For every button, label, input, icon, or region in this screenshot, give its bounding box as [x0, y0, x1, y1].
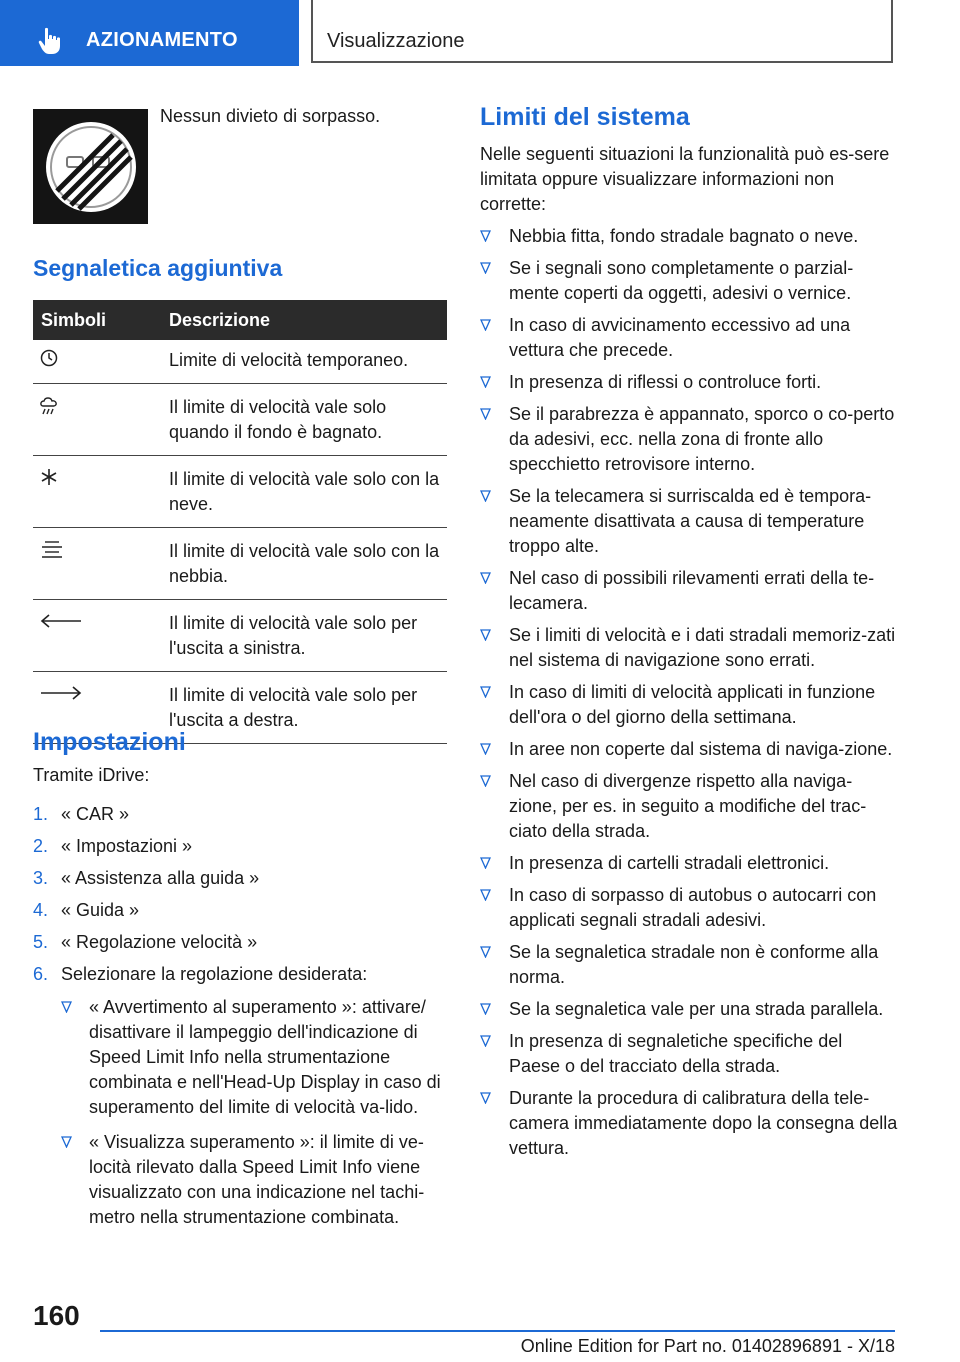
bullet-triangle-icon	[480, 319, 491, 331]
edition-footer: Online Edition for Part no. 01402896891 - X/18	[520, 1336, 895, 1356]
limit-text: In caso di sorpasso di autobus o autocarri con applicati segnali stradali adesivi.	[509, 885, 877, 930]
bullet-triangle-icon	[61, 1001, 72, 1013]
snowflake-icon	[39, 467, 59, 487]
limit-text: In presenza di cartelli stradali elettronici.	[509, 853, 830, 873]
bullet-triangle-icon	[480, 490, 491, 502]
limits-intro: Nelle seguenti situazioni la funzionalità può es-sere limitata oppure visualizzare informazioni non corrette:	[480, 144, 890, 214]
step-number: 5.	[33, 932, 49, 952]
bullet-triangle-icon	[480, 946, 491, 958]
limit-text: In aree non coperte dal sistema di naviga-zione.	[509, 739, 893, 759]
rain-icon	[39, 395, 61, 417]
sign-caption: Nessun divieto di sorpasso.	[160, 106, 381, 126]
no-overtaking-end-icon	[33, 109, 148, 224]
step-text: « CAR »	[61, 804, 130, 824]
fog-icon	[39, 539, 65, 559]
bullet-triangle-icon	[61, 1136, 72, 1148]
column-header-description: Descrizione	[157, 300, 447, 340]
substep-text: « Visualizza superamento »: il limite di ve-locità rilevato dalla Speed Limit Info viene visualizzato con una indicazione nel tachi-metro nella strumentazione combinata.	[89, 1132, 425, 1227]
column-header-symbols: Simboli	[33, 300, 157, 340]
symbols-table	[33, 300, 447, 744]
limit-text: Nel caso di divergenze rispetto alla naviga-zione, per es. in seguito a modifiche del trac-ciato della strada.	[509, 771, 867, 841]
limit-text: Se la segnaletica vale per una strada parallela.	[509, 999, 884, 1019]
arrow-right-icon	[39, 683, 83, 703]
section-title: Visualizzazione	[327, 30, 465, 52]
list-item	[480, 883, 898, 933]
list-item	[480, 313, 898, 363]
heading-limiti: Limiti del sistema	[480, 103, 690, 131]
chapter-tab	[0, 0, 299, 66]
bullet-triangle-icon	[480, 230, 491, 242]
list-item	[480, 1086, 898, 1161]
bullet-triangle-icon	[480, 686, 491, 698]
chapter-label: AZIONAMENTO	[86, 29, 238, 51]
bullet-triangle-icon	[480, 1003, 491, 1015]
limit-text: Se il parabrezza è appannato, sporco o co-perto da adesivi, ecc. nella zona di fronte allo specchietto retrovisore interno.	[509, 404, 895, 474]
list-item	[480, 680, 898, 730]
bullet-triangle-icon	[480, 408, 491, 420]
settings-intro: Tramite iDrive:	[33, 765, 150, 785]
row-description: Il limite di velocità vale solo con la nebbia.	[157, 528, 447, 600]
list-item	[480, 370, 898, 395]
arrow-left-icon	[39, 611, 83, 631]
footer-divider	[100, 1330, 895, 1332]
list-item	[480, 256, 898, 306]
list-item	[480, 224, 898, 249]
settings-steps	[33, 802, 447, 1240]
bullet-triangle-icon	[480, 1092, 491, 1104]
list-item	[480, 623, 898, 673]
row-description: Il limite di velocità vale solo per l'uscita a destra.	[157, 672, 447, 744]
table-header-row	[33, 300, 447, 340]
step-number: 6.	[33, 964, 49, 984]
list-item	[33, 930, 447, 955]
list-item	[480, 1029, 898, 1079]
step-text: « Impostazioni »	[61, 836, 193, 856]
list-item	[61, 1130, 447, 1230]
section-header	[311, 0, 893, 63]
clock-icon	[39, 348, 59, 368]
limits-list	[480, 224, 898, 1168]
list-item	[480, 566, 898, 616]
bullet-triangle-icon	[480, 857, 491, 869]
list-item	[33, 834, 447, 859]
table-row	[33, 528, 447, 600]
bullet-triangle-icon	[480, 262, 491, 274]
bullet-triangle-icon	[480, 376, 491, 388]
page-header	[0, 0, 960, 66]
step-text: « Assistenza alla guida »	[61, 868, 260, 888]
table-row	[33, 600, 447, 672]
step-number: 2.	[33, 836, 49, 856]
limit-text: Durante la procedura di calibratura della tele-camera immediatamente dopo la consegna della vettura.	[509, 1088, 898, 1158]
bullet-triangle-icon	[480, 572, 491, 584]
table-row	[33, 340, 447, 384]
bullet-triangle-icon	[480, 629, 491, 641]
list-item	[33, 898, 447, 923]
list-item	[480, 940, 898, 990]
step-number: 1.	[33, 804, 49, 824]
list-item	[480, 484, 898, 559]
step-text: « Regolazione velocità »	[61, 932, 258, 952]
step-number: 3.	[33, 868, 49, 888]
table-row	[33, 456, 447, 528]
row-description: Limite di velocità temporaneo.	[157, 340, 447, 384]
list-item	[61, 995, 447, 1120]
bullet-triangle-icon	[480, 889, 491, 901]
limit-text: Se i limiti di velocità e i dati stradali memoriz-zati nel sistema di navigazione sono errati.	[509, 625, 896, 670]
limit-text: Se i segnali sono completamente o parzial-mente coperti da oggetti, adesivi o vernice.	[509, 258, 854, 303]
list-item	[480, 769, 898, 844]
list-item	[480, 402, 898, 477]
limit-text: In presenza di segnaletiche specifiche del Paese o del tracciato della strada.	[509, 1031, 843, 1076]
list-item	[33, 802, 447, 827]
hand-pointer-icon	[38, 27, 64, 55]
list-item	[33, 962, 447, 1230]
row-description: Il limite di velocità vale solo per l'uscita a sinistra.	[157, 600, 447, 672]
bullet-triangle-icon	[480, 743, 491, 755]
list-item	[480, 851, 898, 876]
bullet-triangle-icon	[480, 775, 491, 787]
substeps	[61, 995, 447, 1230]
row-description: Il limite di velocità vale solo con la neve.	[157, 456, 447, 528]
limit-text: In caso di avvicinamento eccessivo ad una vettura che precede.	[509, 315, 851, 360]
limit-text: Nebbia fitta, fondo stradale bagnato o neve.	[509, 226, 859, 246]
substep-text: « Avvertimento al superamento »: attivare/ disattivare il lampeggio dell'indicazione di Speed Limit Info nella strumentazione combinata e nell'Head-Up Display in caso di superamento del limite di velocità va-lido.	[89, 997, 441, 1117]
limit-text: In presenza di riflessi o controluce forti.	[509, 372, 822, 392]
page-number: 160	[33, 1300, 80, 1331]
limit-text: In caso di limiti di velocità applicati in funzione dell'ora o del giorno della settimana.	[509, 682, 876, 727]
heading-impostazioni: Impostazioni	[33, 728, 186, 756]
step-text: « Guida »	[61, 900, 140, 920]
step-number: 4.	[33, 900, 49, 920]
list-item	[480, 997, 898, 1022]
table-row	[33, 384, 447, 456]
list-item	[480, 737, 898, 762]
limit-text: Se la segnaletica stradale non è conforme alla norma.	[509, 942, 879, 987]
step-text: Selezionare la regolazione desiderata:	[61, 964, 368, 984]
list-item	[33, 866, 447, 891]
heading-segnaletica: Segnaletica aggiuntiva	[33, 255, 283, 281]
limit-text: Nel caso di possibili rilevamenti errati della te-lecamera.	[509, 568, 875, 613]
row-description: Il limite di velocità vale solo quando il fondo è bagnato.	[157, 384, 447, 456]
bullet-triangle-icon	[480, 1035, 491, 1047]
limit-text: Se la telecamera si surriscalda ed è tempora-neamente disattivata a causa di temperature troppo alte.	[509, 486, 872, 556]
end-of-no-overtaking-sign	[33, 109, 148, 224]
